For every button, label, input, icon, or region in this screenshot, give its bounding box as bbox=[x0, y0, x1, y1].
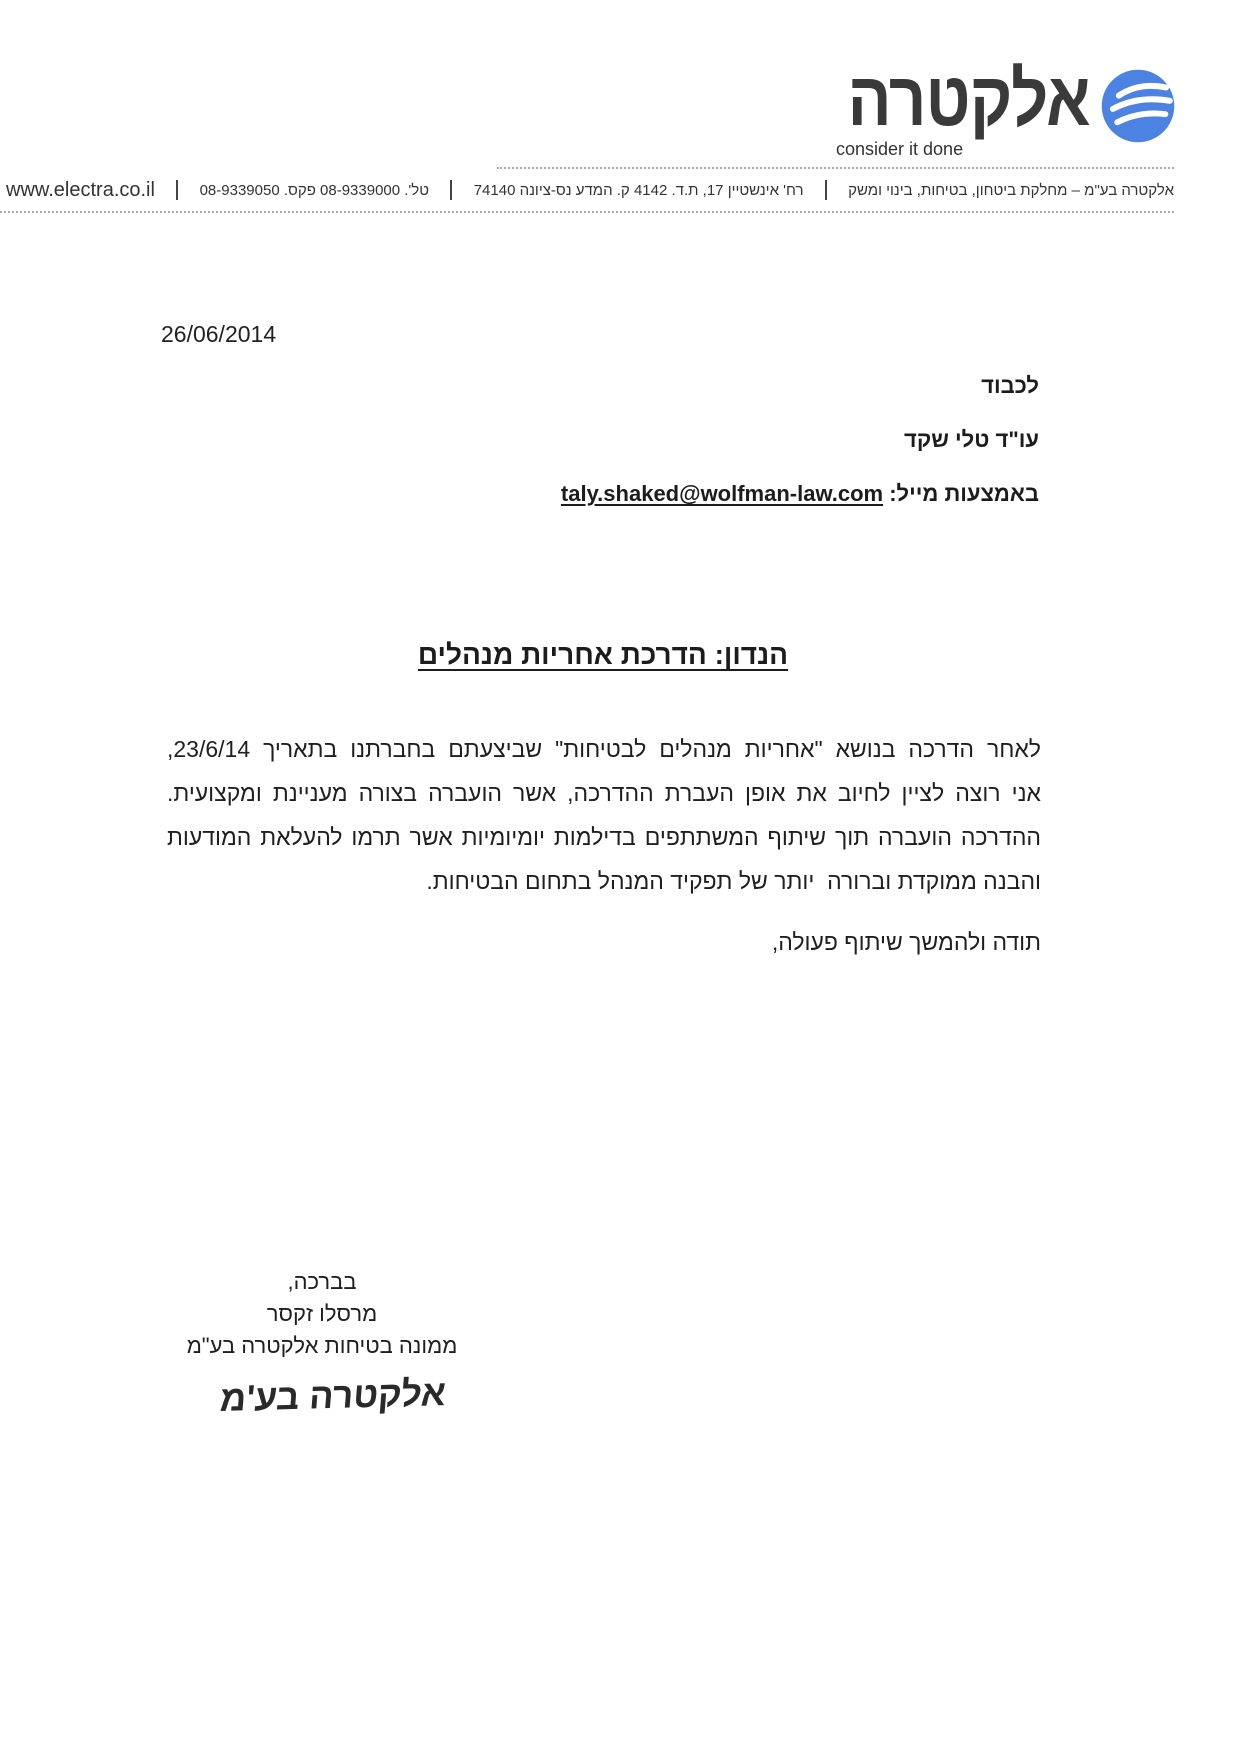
electra-circle-icon bbox=[1101, 69, 1175, 143]
body-line: לאחר הדרכה בנושא "אחריות מנהלים לבטיחות" שביצעתם בחברתנו בתאריך 23/6/14, bbox=[167, 736, 1041, 762]
letter-date: 26/06/2014 bbox=[161, 321, 277, 347]
letterhead-divider-bottom bbox=[0, 211, 1174, 213]
signature-name: מרסלו זקסר bbox=[266, 1301, 378, 1326]
recipient-email-link[interactable]: taly.shaked@wolfman-law.com bbox=[560, 481, 884, 506]
signature-block bbox=[122, 1266, 522, 1362]
body-line: ההדרכה הועברה תוך שיתוף המשתתפים בדילמות יומיומיות אשר תרמו להעלאת המודעות bbox=[167, 824, 1041, 850]
signature-greeting: בברכה, bbox=[287, 1269, 357, 1294]
letterhead-divider-top bbox=[497, 167, 1174, 169]
letter-body bbox=[167, 727, 1041, 903]
letter-closing: תודה ולהמשך שיתוף פעולה, bbox=[771, 929, 1041, 955]
body-line: והבנה ממוקדת וברורה יותר של תפקיד המנהל בתחום הבטיחות. bbox=[426, 868, 1041, 894]
letterhead-contact-row bbox=[6, 178, 1174, 202]
letter-subject: הנדון: הדרכת אחריות מנהלים bbox=[417, 639, 789, 670]
recipient-email-line bbox=[561, 481, 1039, 507]
via-email-label: באמצעות מייל: bbox=[889, 481, 1039, 506]
signature-title: ממונה בטיחות אלקטרה בע"מ bbox=[186, 1333, 458, 1358]
contact-address: רח' אינשטיין 17, ת.ד. 4142 ק. המדע נס-ציונה 74140 bbox=[473, 181, 804, 199]
header-separator bbox=[450, 180, 452, 200]
header-separator bbox=[176, 180, 178, 200]
recipient-salutation: לכבוד bbox=[981, 373, 1039, 398]
recipient-name: עו"ד טלי שקד bbox=[904, 427, 1039, 452]
company-logo-text: אלקטרה bbox=[847, 57, 1090, 142]
body-line: אני רוצה לציין לחיוב את אופן העברת ההדרכה, אשר הועברה בצורה מעניינת ומקצועית. bbox=[167, 780, 1041, 806]
header-separator bbox=[825, 180, 827, 200]
logo-tagline: consider it done bbox=[836, 139, 964, 159]
contact-website: www.electra.co.il bbox=[6, 178, 155, 201]
contact-phones: טל'. 08-9339000 פקס. 08-9339050 bbox=[199, 181, 430, 199]
company-stamp: אלקטרה בע'מ bbox=[218, 1371, 448, 1420]
contact-company: אלקטרה בע"מ – מחלקת ביטחון, בטיחות, בינוי ומשק bbox=[848, 181, 1174, 199]
